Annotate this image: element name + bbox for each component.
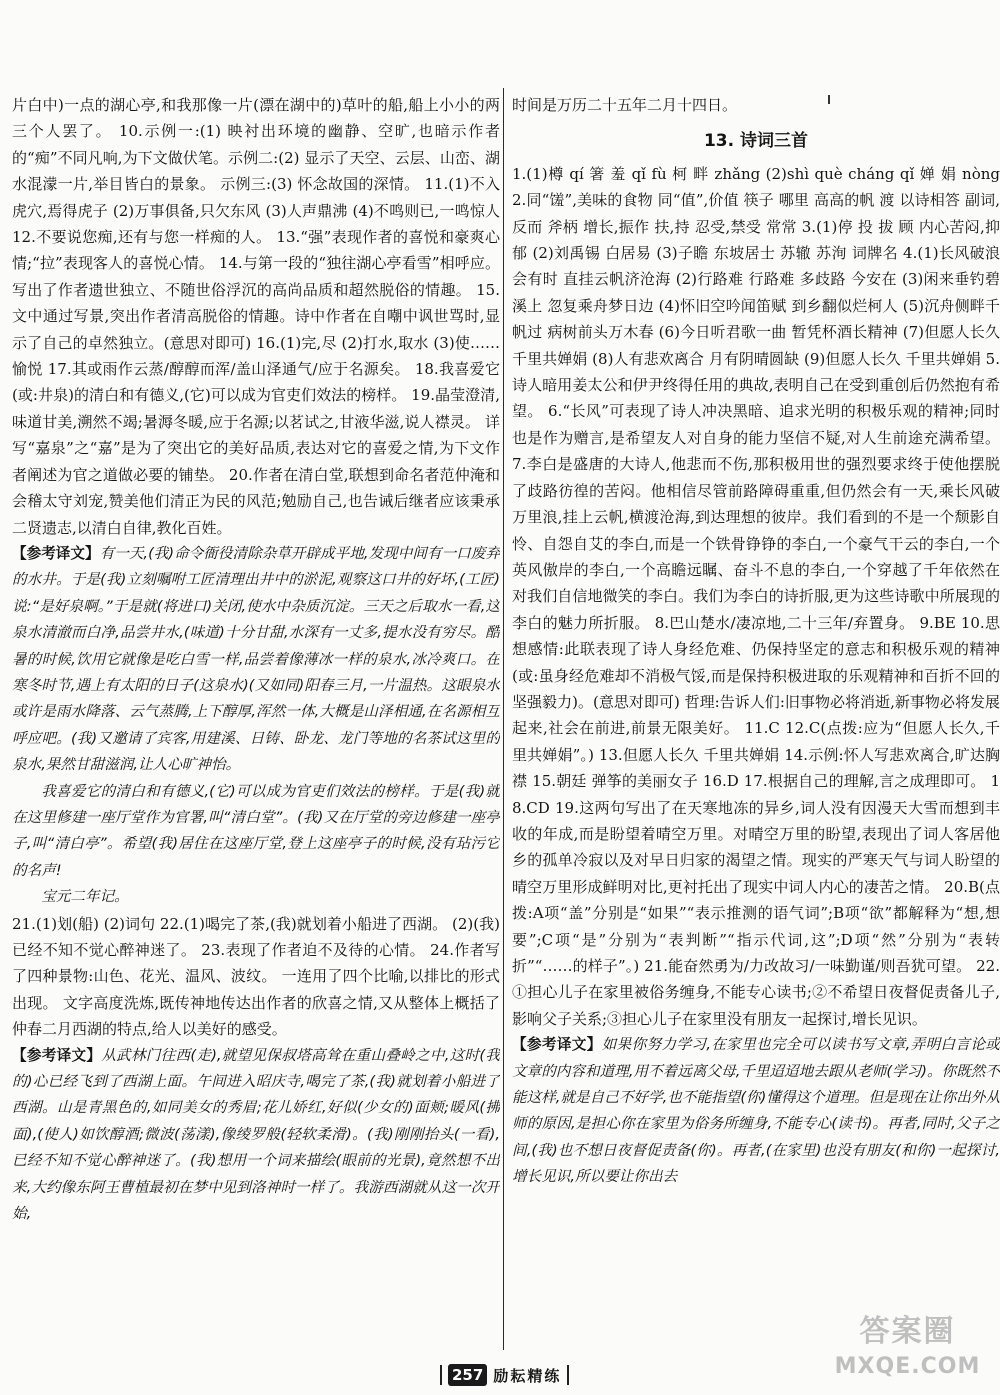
- continued-line: 时间是万历二十五年二月十四日。: [512, 96, 738, 114]
- section-title: 13. 诗词三首: [703, 131, 809, 152]
- answers-block-1: 片白中)一点的湖心亭,和我那像一片(漂在湖中的)草叶的船,船上小小的两三个人罢了。 10.示例一:(1) 映衬出环境的幽静、空旷,也暗示作者的“痴”不同凡响,为下文做伏笔。示例二:(2) 显示了天空、云层、山峦、湖水混濛一片,举目皆白的景象。 示例三:(3) 怀念故国的深情。 11.(1)不入虎穴,焉得虎子 (2)万事俱备,只欠东风 (3)人声鼎沸 (4)不鸣则已,一鸣惊人 12.不要说您痴,还有与您一样痴的人。 13.“强”表现作者的喜悦和豪爽心情;“拉”表现客人的喜悦心情。 14.与第一段的“独往湖心亭看雪”相呼应。写出了作者遗世独立、不随世俗浮沉的高尚品质和超然脱俗的情趣。 15.文中通过写景,突出作者清高脱俗的情趣。诗中作者在自嘲中讽世骂时,显示了自己的卓然独立。(意思对即可) 16.(1)完,尽 (2)打水,取水 (3)使……愉悦 17.其或雨作云蒸/醇醇而浑/盖山泽通气/应于名源矣。 18.我喜爱它(或:井泉)的清白和有德义,(它)可以成为官吏们效法的榜样。 19.晶莹澄清,味道甘美,溯然不竭;暑溽冬暖,应于名源;以茗试之,甘液华滋,说人襟灵。 详写“嘉泉”之“嘉”是为了突出它的美好品质,表达对它的喜爱之情,为下文作者阐述为官之道做必要的铺垫。 20.作者在清白堂,联想到命名者范仲淹和会稽太守刘宠,赞美他们清正为民的风范;勉励自己,也告诫后继者应该秉承二贤遗志,以清白自律,教化百姓。: [12, 96, 500, 537]
- translation-block-1: [12, 541, 500, 779]
- page-footer: [440, 1362, 569, 1388]
- footer-bar-left: [440, 1365, 442, 1385]
- left-column: [12, 92, 500, 1347]
- answers-block-2: 21.(1)划(船) (2)词句 22.(1)喝完了茶,(我)就划着小船进了西湖。 (2)(我)已经不知不觉心醉神迷了。 23.表现了作者迫不及待的心情。 24.作者写了四种景物:山色、花光、温风、波纹。 一连用了四个比喻,以排比的形式出现。 文字高度洗炼,既传神地传达出作者的欣喜之情,又从整体上概括了仲春二月西湖的特点,给人以美好的感受。: [12, 914, 500, 1039]
- column-divider: [503, 88, 504, 1350]
- footer-bar-right: [567, 1365, 569, 1385]
- translation-label: 【参考译文】: [12, 544, 100, 562]
- answers-block-3: 1.(1)樽 qí 箸 羞 qǐ fù 柯 畔 zhǎng (2)shì què cháng qǐ 婵 娟 nòng 2.同“馐”,美味的食物 同“值”,价值 筷子 哪里 高高的帆 渡 以诗相答 副词,反而 斧柄 增长,振作 扶,持 忍受,禁受 常常 3.(1)停 投 拔 顾 内心苦闷,抑郁 (2)刘禹锡 白居易 (3)子瞻 东坡居士 苏辙 苏洵 词牌名 4.(1)长风破浪会有时 直挂云帆济沧海 (2)行路难 行路难 多歧路 今安在 (3)闲来垂钓碧溪上 忽复乘舟梦日边 (4)怀旧空吟闻笛赋 到乡翻似烂柯人 (5)沉舟侧畔千帆过 病树前头万木春 (6)今日听君歌一曲 暂凭杯酒长精神 (7)但愿人长久 千里共婵娟 (8)人有悲欢离合 月有阴晴圆缺 (9)但愿人长久 千里共婵娟 5.诗人暗用姜太公和伊尹终得任用的典故,表明自己在受到重创后仍然抱有希望。 6.“长风”可表现了诗人冲决黑暗、追求光明的积极乐观的精神;同时也是作为赠言,是希望友人对自身的能力坚信不疑,对人生前途充满希望。 7.李白是盛唐的大诗人,他悲而不伤,那积极用世的强烈要求终于使他摆脱了歧路彷徨的苦闷。他相信尽管前路障碍重重,但仍然会有一天,乘长风破万里浪,挂上云帆,横渡沧海,到达理想的彼岸。我们看到的不是一个颓影自怜、自怨自艾的李白,而是一个铁骨铮铮的李白,一个豪气干云的李白,一个英风傲岸的李白,一个高瞻远瞩、奋斗不息的李白,一个穿越了千年依然在对我们自信地微笑的李白。我们为李白的诗折服,更为这些诗歌中所展现的李白的魅力所折服。 8.巴山楚水/凄凉地,二十三年/弃置身。 9.BE 10.思想感情:此联表现了诗人身经危难、仍保持坚定的意志和积极乐观的精神(或:虽身经危难却不消极气馁,而是保持积极进取的乐观精神和百折不回的坚强毅力)。(意思对即可) 哲理:告诉人们:旧事物必将消逝,新事物必将发展起来,社会在前进,前景无限美好。 11.C 12.C(点拨:应为“但愿人长久,千里共婵娟”。) 13.但愿人长久 千里共婵娟 14.示例:怀人写悲欢离合,旷达胸襟 15.朝廷 弹筝的美丽女子 16.D 17.根据自己的理解,言之成理即可。 18.CD 19.这两句写出了在天寒地冻的异乡,词人没有因漫天大雪而想到丰收的年成,而是盼望着晴空万里。对晴空万里的盼望,表现出了词人客居他乡的孤单冷寂以及对早日归家的渴望之情。现实的严寒天气与词人盼望的晴空万里形成鲜明对比,更衬托出了现实中词人内心的凄苦之情。 20.B(点拨:A项“盖”分别是“如果”“表示推测的语气词”;B项“欲”都解释为“想,想要”;C项“是”分别为“表判断”“指示代词,这”;D项“然”分别为“表转折”“……的样子”。) 21.能奋然勇为/力改故习/一味勤谨/则吾犹可望。 22.①担心儿子在家里被俗务缠身,不能专心读书;②不希望日夜督促责备儿子,影响父子关系;③担心儿子在家里没有朋友一起探讨,增长见识。: [512, 164, 1000, 1028]
- translation-block-4: [512, 1032, 1000, 1190]
- translation-block-3: [12, 1043, 500, 1228]
- translation-date: 宝元二年记。: [41, 888, 129, 906]
- watermark-domain: MXQE.COM: [834, 1354, 981, 1379]
- translation-text: 如果你努力学习,在家里也完全可以读书写文章,弄明白言论或文章的内容和道理,用不着远离父母,千里迢迢地去跟从老师(学习)。你既然不能这样,就是自己不好学,也不能指望(你)懂得这个道理。但是现在让你出外从师的原因,是担心你在家里为俗务所缠身,不能专心(读书)。再者,同时,父子之间,(我)也不想日夜督促责备(你)。再者,(在家里)也没有朋友(和你)一起探讨,增长见识,所以要让你出去: [512, 1036, 1000, 1186]
- translation-label: 【参考译文】: [12, 1046, 102, 1064]
- brand-name: 励耘精练: [493, 1366, 562, 1385]
- translation-label: 【参考译文】: [512, 1036, 602, 1054]
- translation-text: 从武林门往西(走),就望见保叔塔高耸在重山叠岭之中,这时(我的)心已经飞到了西湖上面。午间进入昭庆寺,喝完了茶,(我)就划着小船进了西湖。山是青黑色的,如同美女的秀眉;花儿娇红,好似(少女的)面颊;暖风(拂面),(使人)如饮醇酒;微波(荡漾),像绫罗般(轻软柔滑)。(我)刚刚抬头(一看),已经不知不觉心醉神迷了。(我)想用一个词来描绘(眼前的光景),竟然想不出来,大约像东阿王曹植最初在梦中见到洛神时一样了。我游西湖就从这一次开始,: [12, 1046, 500, 1223]
- translation-text: 有一天,(我)命令衙役清除杂草开辟成平地,发现中间有一口废弃的水井。于是(我)立刻嘱咐工匠清理出井中的淤泥,观察这口井的好坏,(工匠)说:“是好泉啊。”于是就(将进口)关闭,使水中杂质沉淀。三天之后取水一看,这泉水清澈而白净,品尝井水,(味道)十分甘甜,水深有一丈多,提水没有穷尽。酷暑的时候,饮用它就像是吃白雪一样,品尝着像薄冰一样的泉水,冰冷爽口。在寒冬时节,遇上有太阳的日子(这泉水)(又如同)阳春三月,一片温热。这眼泉水或许是雨水降落、云气蒸腾,上下醇厚,浑然一体,大概是山泽相通,在名源相互呼应吧。(我)又邀请了宾客,用建溪、日铸、卧龙、龙门等地的名茶试这里的泉水,果然甘甜滋润,让人心旷神怡。: [12, 544, 500, 774]
- watermark-logo-text: 答案圈: [859, 1314, 956, 1349]
- site-watermark: [820, 1312, 995, 1392]
- translation-block-2: 我喜爱它的清白和有德义,(它)可以成为官吏们效法的榜样。于是(我)就在这里修建一座厅堂作为官署,叫“清白堂”。(我)又在厅堂的旁边修建一座亭子,叫“清白亭”。希望(我)居住在这座厅堂,登上这座亭子的时候,没有玷污它的名声!: [12, 782, 500, 879]
- right-column: [512, 92, 1000, 1347]
- page-number: 257: [448, 1364, 487, 1386]
